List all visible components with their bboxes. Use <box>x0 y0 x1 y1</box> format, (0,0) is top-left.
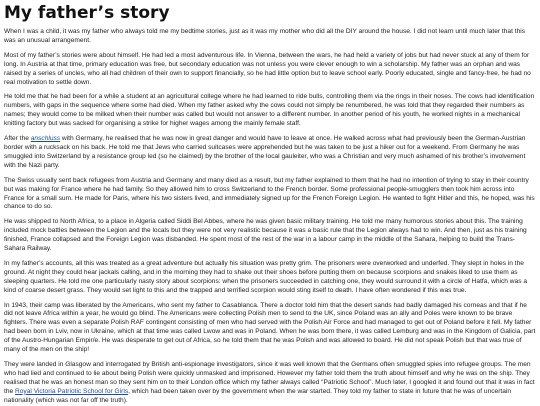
paragraph-text: They were landed in Glasgow and interrogated by British anti-espionage investigators, since it was well known that the Germans often smuggled spies into refugee groups. The men who had lied and continued to lie about being Polish were quickly unmasked and imprisoned. However my father told them the truth about himself and why he was on the ship. They realised that he was an honest man so they sent him on to their London office which my father always called “Patriotic School”. Much later, I googled it and found out that it was in fact the <box>4 361 535 395</box>
paragraph-switzerland: The Swiss usually sent back refugees from Austria and Germany and many died as a result, but my father explained to them that he had no intention of trying to stay in their country but was making for France where he had family. So they allowed him to cross Switzerland to the French border. Some professional people-smugglers then took him across into France for a small sum. He made for Paris, where his two sisters lived, and immediately signed up for the French Foreign Legion. He wanted to fight Hitler and this, he hoped, was his chance to do so. <box>4 176 535 211</box>
anschluss-link[interactable]: anschluss <box>30 135 61 143</box>
paragraph-glasgow <box>4 361 536 406</box>
paragraph-text: , which had been taken over by the government when the war started. They told my father to state in future that he was of uncertain nationality (which was not far off the truth). <box>4 387 512 404</box>
paragraph-text: with Germany, he realised that he was now in great danger and would have to leave at once. He walked across what had previously been the German-Austrian border with a rucksack on his back. He told me that Jews who carried suitcases were apprehended but he was taken to be just a hiker out for a weekend. From Germany he was smuggled into Switzerland by a resistance group led (so he claimed) by the brother of the local gauleiter, who was a Christian and very much ashamed of his brother’s involvement with the Nazi party. <box>4 135 526 169</box>
paragraph-north-africa: He was shipped to North Africa, to a place in Algeria called Siddi Bel Abbes, where he was given basic military training. He told me many humorous stories about this. The training included mock battles between the Legion and the locals but they were not very realistic because it was a basic rule that the Legion always had to win. And then, just as his training finished, France collapsed and the Foreign Legion was disbanded. He spent most of the rest of the war in a labour camp in the middle of the Sahara, helping to build the Trans-Sahara Railway. <box>4 218 527 253</box>
paragraph-labour-camp: In my father’s accounts, all this was treated as a great adventure but actually his situation was pretty grim. The prisoners were overworked and underfed. They slept in holes in the ground. At night they could hear jackals calling, and in the morning they had to shake out their shoes before putting them on because scorpions and snakes liked to use them as sleeping quarters. He told me one particularly nasty story about scorpions: when the prisoners succeeded in catching one, they would surround it with a circle of Hatfa, which was a kind of coarse desert grass. They would set light to this and the trapped and terrified scorpion would sting itself to death. I have often wondered if this was true. <box>4 259 528 294</box>
paragraph-agricultural-college: He told me that he had been for a while a student at an agricultural college where he had learned to ride bulls, controlling them via the rings in their noses. The cows had identification numbers, with gaps in the sequence where some had died. When my father asked why the cows could not simply be renumbered, he was told that they regarded their numbers as names; they would come to be milked when their number was called but would not answer to a different number. In another period of his youth, he worked nights in a mechanical knitting factory but was sacked for organising a strike for higher wages among the mainly female staff. <box>4 93 535 128</box>
paragraph-anschluss <box>4 135 536 171</box>
paragraph-vienna: Most of my father’s stories were about himself. He had led a most adventurous life. In Vienna, between the wars, he had held a variety of jobs but had never stuck at any of them for long. In Austria at that time, primary education was free, but secondary education was not unless you were clever enough to win a scholarship. My father was an orphan and was raised by a series of uncles, who all had children of their own to support financially, so he had little option but to leave school early. Poorly educated, single and fancy-free, he had no real motivation to settle down. <box>4 51 531 86</box>
paragraph-casablanca: In 1943, their camp was liberated by the Americans, who sent my father to Casablanca. There a doctor told him that the desert sands had badly damaged his corneas and that if he did not leave Africa within a year, he would go blind. The Americans were collecting Polish men to send to the UK, since Poland was an ally and Poles were known to be brave fighters. There was even a separate Polish RAF contingent consisting of men who had served with the Polish Air Force and had managed to get out of Poland before it fell. My father had been born in Lviv, now in Ukraine, which at that time was called Lwow and was in Poland. When he was born there, it was called Lemburg and was in the Kingdom of Galicia, part of the Austro-Hungarian Empir/e. He was desperate to get out of Africa, so he told them that he was Polish and was allowed to board. He did not speak Polish but that was true of many of the men on the ship! <box>4 301 536 354</box>
page-title: My father’s story <box>4 3 170 23</box>
paragraph-childhood: When I was a child, it was my father who always told me my bedtime stories, just as it was my mother who did all the DIY around the house. I did not learn until much later that this was an unusual arrangement. <box>4 28 526 44</box>
patriotic-school-link[interactable]: Royal Victoria Patriotic School for Girls <box>15 387 129 395</box>
paragraph-text: After the <box>4 135 31 143</box>
